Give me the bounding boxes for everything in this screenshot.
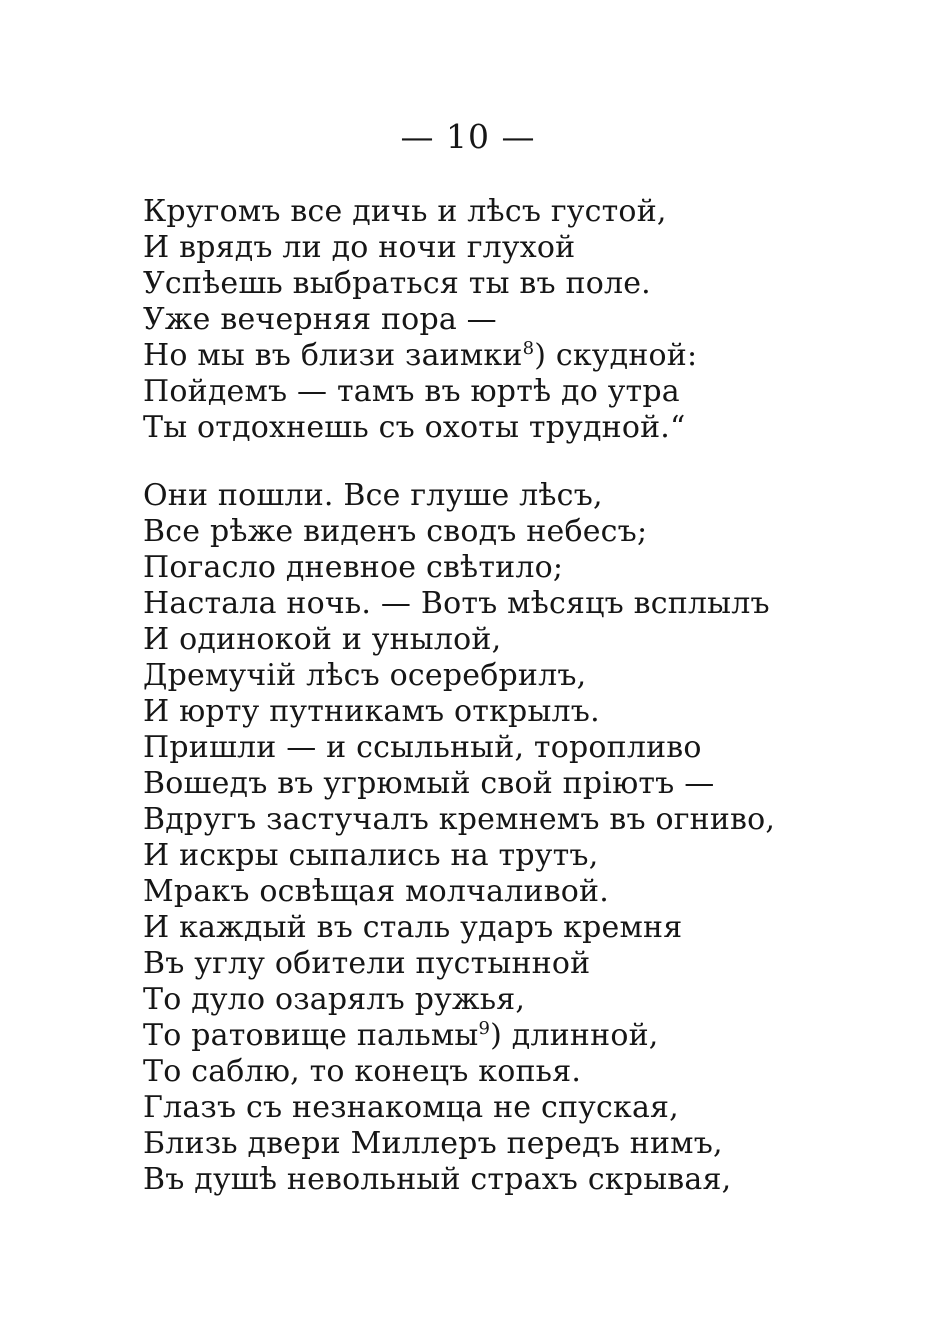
- verse-line: Ты отдохнешь съ охоты трудной.“: [143, 410, 686, 445]
- verse-line-text: ) длинной,: [490, 1018, 659, 1053]
- verse-line-text: Но мы въ близи заимки: [143, 338, 523, 373]
- verse-line: И искры сыпались на трутъ,: [143, 838, 599, 873]
- stanza-2: [143, 478, 903, 1198]
- verse-line: И одинокой и унылой,: [143, 622, 502, 657]
- verse-line: И юрту путникамъ открылъ.: [143, 694, 600, 729]
- verse-line: Кругомъ все дичь и лѣсъ густой,: [143, 194, 667, 229]
- verse-line: Мракъ освѣщая молчаливой.: [143, 874, 609, 909]
- verse-line: [143, 1018, 903, 1054]
- verse-line: Пойдемъ — тамъ въ юртѣ до утра: [143, 374, 680, 409]
- verse-line: Настала ночь. — Вотъ мѣсяцъ всплылъ: [143, 586, 770, 621]
- verse-line: Они пошли. Все глуше лѣсъ,: [143, 478, 603, 513]
- footnote-marker: 8: [522, 338, 535, 359]
- verse-line-text: То ратовище пальмы: [143, 1018, 479, 1053]
- verse-line: Дремучій лѣсъ осеребрилъ,: [143, 658, 587, 693]
- stanza-1: [143, 194, 903, 446]
- verse-line: То саблю, то конецъ копья.: [143, 1054, 582, 1089]
- verse-line: Уже вечерняя пора —: [143, 302, 497, 337]
- verse-line: Пришли — и ссыльный, торопливо: [143, 730, 702, 765]
- verse-line: Глазъ съ незнакомца не спуская,: [143, 1090, 679, 1125]
- verse-line: Вдругъ застучалъ кремнемъ въ огниво,: [143, 802, 776, 837]
- verse-line: Все рѣже виденъ сводъ небесъ;: [143, 514, 648, 549]
- verse-line: Вошедъ въ угрюмый свой пріютъ —: [143, 766, 715, 801]
- verse-line: Близь двери Миллеръ передъ нимъ,: [143, 1126, 723, 1161]
- verse-line: То дуло озарялъ ружья,: [143, 982, 526, 1017]
- verse-line: И врядъ ли до ночи глухой: [143, 230, 576, 265]
- verse-line: Въ углу обители пустынной: [143, 946, 591, 981]
- verse-line: Погасло дневное свѣтило;: [143, 550, 564, 585]
- verse-line: Въ душѣ невольный страхъ скрывая,: [143, 1162, 732, 1197]
- footnote-marker: 9: [478, 1018, 491, 1039]
- page-number: — 10 —: [400, 117, 536, 156]
- verse-line: [143, 338, 903, 374]
- verse-line: Успѣешь выбраться ты въ поле.: [143, 266, 651, 301]
- verse-line: И каждый въ сталь ударъ кремня: [143, 910, 683, 945]
- verse-line-text: ) скудной:: [534, 338, 698, 373]
